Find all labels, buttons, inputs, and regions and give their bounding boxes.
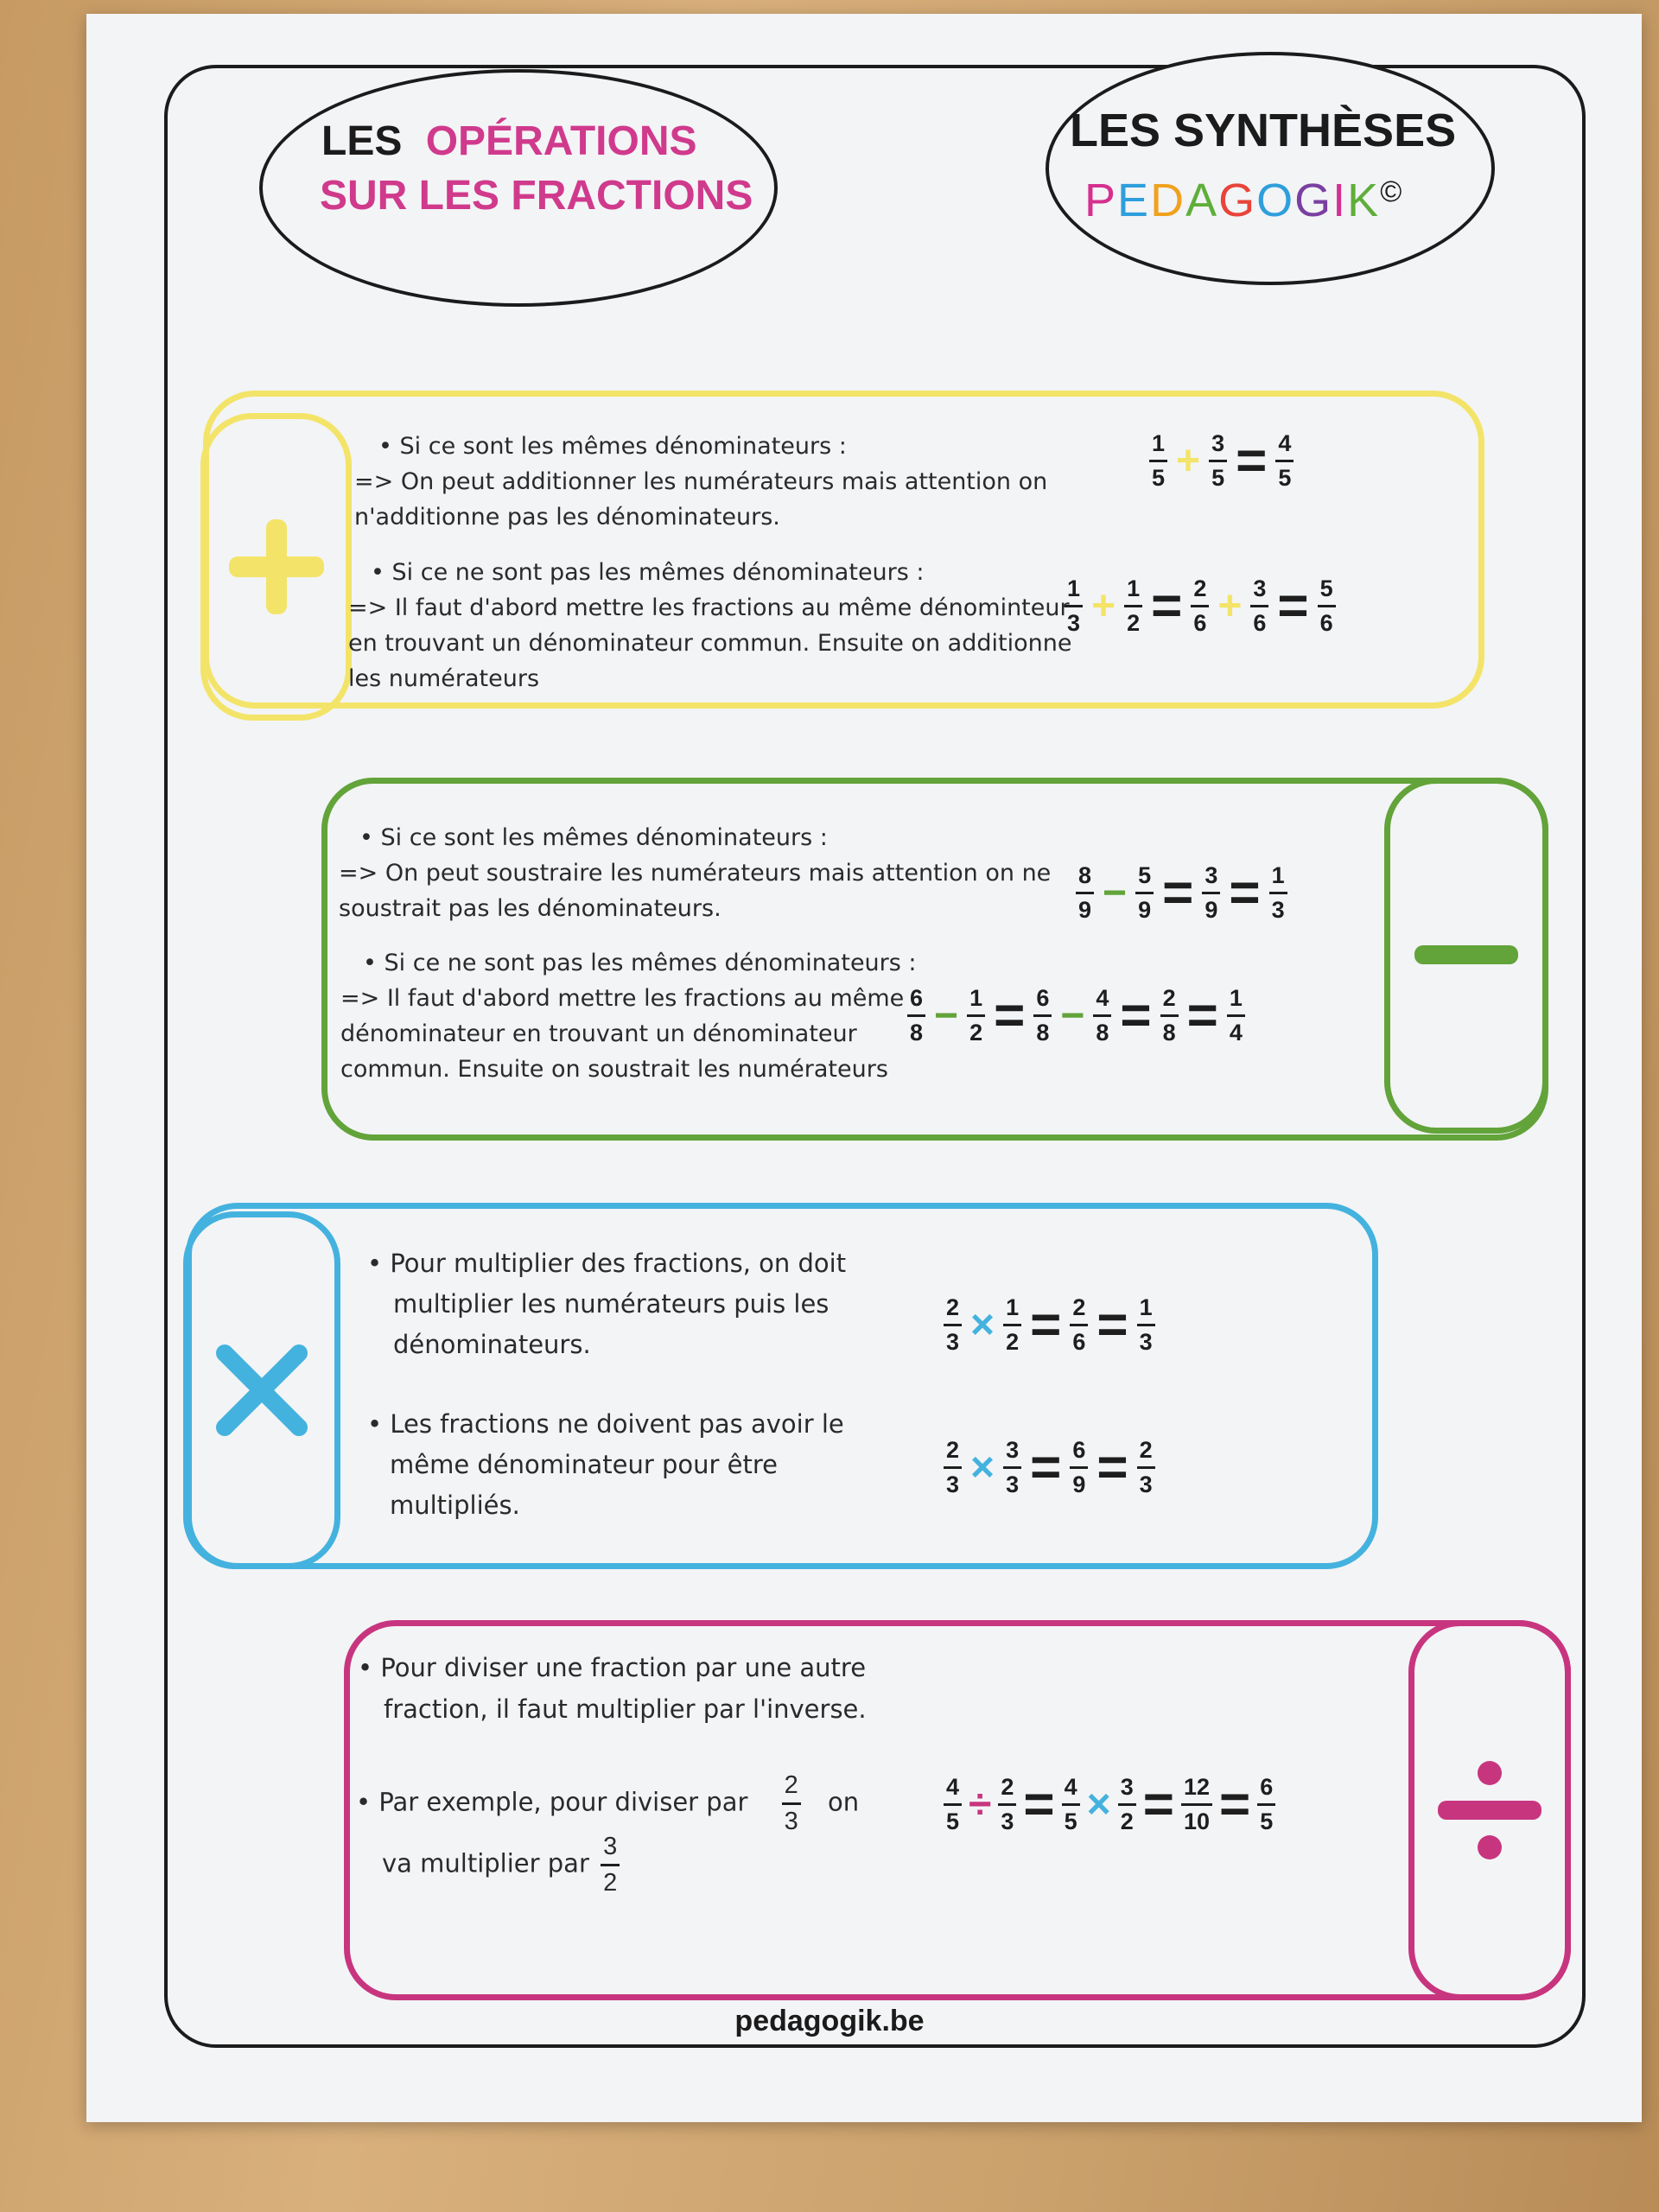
subtraction-diff-line-2: dénominateur en trouvant un dénominateur xyxy=(340,1020,857,1047)
equals-sign: = xyxy=(1096,1294,1128,1355)
equals-sign: = xyxy=(1023,1774,1055,1834)
division-text xyxy=(358,1647,867,1730)
fraction: $\frac{5}{9}$ xyxy=(1135,864,1154,922)
addition-diff-line-2: en trouvant un dénominateur commun. Ensuite on additionne xyxy=(348,630,1072,657)
minus-sign: − xyxy=(1103,869,1128,916)
equals-sign: = xyxy=(1096,1437,1128,1497)
equals-sign: = xyxy=(994,985,1026,1046)
fraction: $\frac{1}{3}$ xyxy=(1269,864,1287,922)
addition-same-heading: • Si ce sont les mêmes dénominateurs : xyxy=(378,433,847,460)
brand-logo xyxy=(1084,177,1403,224)
equals-sign: = xyxy=(1151,575,1183,636)
brand-letter: © xyxy=(1380,175,1404,208)
multiplication-text xyxy=(367,1243,846,1365)
fraction: $\frac{3}{9}$ xyxy=(1202,864,1220,922)
plus-sign: + xyxy=(1176,437,1201,484)
division-point-1-line-2: fraction, il faut multiplier par l'inverse. xyxy=(384,1694,867,1724)
series-title: LES SYNTHÈSES xyxy=(1070,105,1457,156)
addition-diff-line-1: => Il faut d'abord mettre les fractions au même dénominteur xyxy=(348,594,1070,621)
division-point-2-text-2: va multiplier par xyxy=(382,1848,589,1878)
fraction: $\frac{6}{8}$ xyxy=(1033,987,1052,1045)
fraction: $\frac{6}{5}$ xyxy=(1257,1776,1275,1834)
subtraction-text xyxy=(339,820,1051,926)
fraction: $\frac{6}{8}$ xyxy=(907,987,925,1045)
fraction: $\frac{12}{10}$ xyxy=(1181,1776,1212,1834)
fraction: $\frac{2}{8}$ xyxy=(1160,987,1179,1045)
subtraction-diff-heading: • Si ce ne sont pas les mêmes dénominateurs : xyxy=(363,950,917,976)
addition-text xyxy=(354,429,1047,535)
multiplication-point-1-line-2: multiplier les numérateurs puis les xyxy=(393,1289,830,1319)
fraction: $\frac{5}{6}$ xyxy=(1318,577,1336,635)
fraction: $\frac{1}{2}$ xyxy=(1124,577,1142,635)
fraction: $\frac{1}{2}$ xyxy=(967,987,985,1045)
addition-same-line-1: => On peut additionner les numérateurs mais attention on xyxy=(354,468,1048,495)
brand-letter: P xyxy=(1084,175,1118,226)
fraction: $\frac{3}{2}$ xyxy=(601,1834,620,1896)
division-example xyxy=(944,1776,1275,1834)
fraction: $\frac{4}{5}$ xyxy=(944,1776,962,1834)
multiplication-point-2-line-1: • Les fractions ne doivent pas avoir le xyxy=(367,1409,844,1439)
equals-sign: = xyxy=(1218,1774,1251,1834)
equals-sign: = xyxy=(1030,1437,1062,1497)
addition-text-2 xyxy=(348,555,1071,696)
addition-example-1 xyxy=(1149,432,1294,490)
minus-icon xyxy=(1410,938,1522,973)
subtraction-same-line-1: => On peut soustraire les numérateurs mais attention on ne xyxy=(339,860,1052,887)
subtraction-same-heading: • Si ce sont les mêmes dénominateurs : xyxy=(359,824,828,851)
fraction: $\frac{4}{5}$ xyxy=(1062,1776,1080,1834)
page-title: LES OPÉRATIONS xyxy=(321,118,697,164)
subtraction-example-1 xyxy=(1076,864,1287,922)
equals-sign: = xyxy=(1162,862,1194,923)
fraction: $\frac{1}{2}$ xyxy=(1003,1296,1021,1354)
fraction: $\frac{3}{2}$ xyxy=(1118,1776,1136,1834)
multiplication-point-1-line-1: • Pour multiplier des fractions, on doit xyxy=(367,1249,847,1278)
addition-tab xyxy=(200,413,352,721)
brand-letter: D xyxy=(1150,175,1186,226)
subtraction-same-line-2: soustrait pas les dénominateurs. xyxy=(339,895,721,922)
equals-sign: = xyxy=(1236,430,1268,491)
divide-sign: ÷ xyxy=(969,1781,992,1827)
multiplication-point-2-line-2: même dénominateur pour être xyxy=(390,1450,778,1479)
fraction: $\frac{1}{4}$ xyxy=(1227,987,1245,1045)
fraction: $\frac{4}{8}$ xyxy=(1093,987,1111,1045)
multiplication-example-2 xyxy=(944,1439,1155,1497)
division-text-2 xyxy=(356,1773,859,1896)
brand-letter: A xyxy=(1185,175,1219,226)
plus-sign: + xyxy=(1217,582,1243,629)
brand-letter: G xyxy=(1218,175,1257,226)
fraction: $\frac{2}{3}$ xyxy=(998,1776,1016,1834)
fraction: $\frac{2}{3}$ xyxy=(782,1773,801,1834)
fraction: $\frac{6}{9}$ xyxy=(1070,1439,1088,1497)
equals-sign: = xyxy=(1120,985,1152,1046)
addition-example-2 xyxy=(1065,577,1336,635)
fraction: $\frac{8}{9}$ xyxy=(1076,864,1094,922)
fraction: $\frac{1}{5}$ xyxy=(1149,432,1167,490)
divide-icon xyxy=(1433,1754,1546,1866)
times-sign: × xyxy=(970,1301,995,1348)
subtraction-text-2 xyxy=(340,945,917,1087)
multiplication-point-2-line-3: multipliés. xyxy=(390,1491,520,1520)
plus-sign: + xyxy=(1091,582,1116,629)
times-sign: × xyxy=(1086,1781,1111,1827)
fraction: $\frac{3}{3}$ xyxy=(1003,1439,1021,1497)
addition-diff-heading: • Si ce ne sont pas les mêmes dénominateurs : xyxy=(371,559,925,586)
division-point-1-line-1: • Pour diviser une fraction par une autre xyxy=(358,1653,867,1682)
brand-letter: I xyxy=(1332,175,1348,226)
division-point-2-on: on xyxy=(828,1787,860,1817)
multiplication-point-1-line-3: dénominateurs. xyxy=(393,1330,591,1359)
addition-diff-line-3: les numérateurs xyxy=(348,665,540,692)
division-tab xyxy=(1408,1620,1571,2000)
brand-letter: K xyxy=(1347,175,1381,226)
footer-website: pedagogik.be xyxy=(734,2005,925,2037)
subtraction-example-2 xyxy=(907,987,1245,1045)
division-point-2-line-1 xyxy=(356,1773,859,1834)
fraction: $\frac{4}{5}$ xyxy=(1275,432,1294,490)
minus-sign: − xyxy=(1060,992,1085,1039)
equals-sign: = xyxy=(1030,1294,1062,1355)
subtraction-diff-line-3: commun. Ensuite on soustrait les numérateurs xyxy=(340,1056,888,1083)
equals-sign: = xyxy=(1229,862,1261,923)
times-icon xyxy=(214,1343,309,1438)
subtraction-tab xyxy=(1384,778,1548,1134)
brand-letter: G xyxy=(1294,175,1333,226)
equals-sign: = xyxy=(1142,1774,1174,1834)
equals-sign: = xyxy=(1186,985,1218,1046)
multiplication-tab xyxy=(183,1211,340,1569)
addition-same-line-2: n'additionne pas les dénominateurs. xyxy=(354,504,780,531)
fraction: $\frac{2}{3}$ xyxy=(944,1296,962,1354)
brand-letter: O xyxy=(1256,175,1295,226)
fraction: $\frac{3}{5}$ xyxy=(1209,432,1227,490)
multiplication-example-1 xyxy=(944,1296,1155,1354)
equals-sign: = xyxy=(1277,575,1309,636)
fraction: $\frac{3}{6}$ xyxy=(1250,577,1268,635)
subtraction-diff-line-1: => Il faut d'abord mettre les fractions au même xyxy=(340,985,905,1012)
minus-sign: − xyxy=(934,992,959,1039)
plus-icon xyxy=(225,515,328,619)
brand-letter: E xyxy=(1117,175,1151,226)
title-bubble-right xyxy=(1046,52,1495,285)
fraction: $\frac{1}{3}$ xyxy=(1065,577,1083,635)
fraction: $\frac{2}{6}$ xyxy=(1191,577,1209,635)
fraction: $\frac{2}{3}$ xyxy=(1137,1439,1155,1497)
fraction: $\frac{1}{3}$ xyxy=(1137,1296,1155,1354)
division-point-2-text: • Par exemple, pour diviser par xyxy=(356,1787,748,1817)
division-point-2-line-2 xyxy=(356,1834,859,1896)
multiplication-text-2 xyxy=(367,1404,844,1526)
fraction: $\frac{2}{3}$ xyxy=(944,1439,962,1497)
fraction: $\frac{2}{6}$ xyxy=(1070,1296,1088,1354)
page-title-line-2: SUR LES FRACTIONS xyxy=(320,173,753,219)
times-sign: × xyxy=(970,1444,995,1491)
